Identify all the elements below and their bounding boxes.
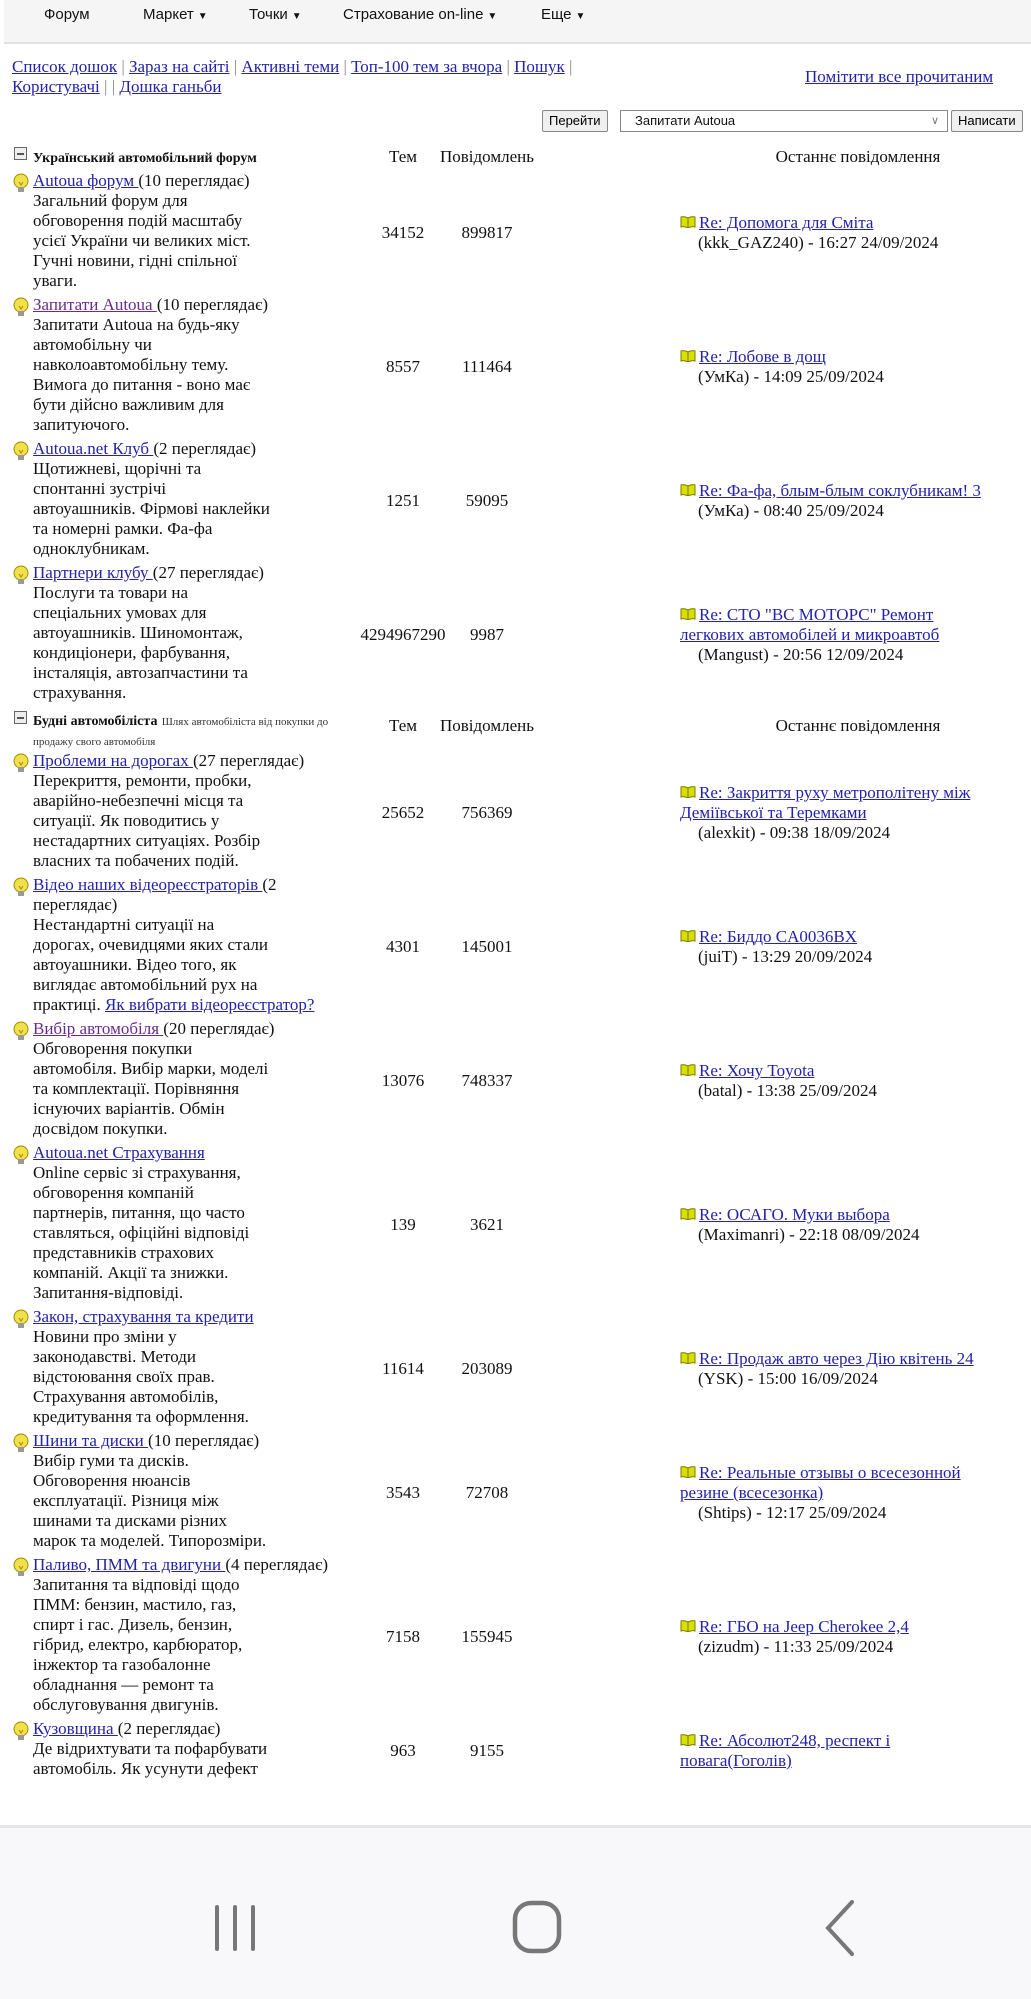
forum-row	[0, 1143, 1031, 1307]
forum-link[interactable]: Паливо, ПММ та двигуни	[33, 1555, 226, 1574]
forum-title-line	[33, 563, 343, 583]
lightbulb-icon	[12, 1557, 30, 1579]
topics-count: 34152	[381, 223, 425, 242]
forum-description	[33, 315, 343, 435]
nav-item-label: Страхование on-line	[343, 6, 484, 23]
forum-title-line	[33, 1307, 343, 1327]
forum-info	[33, 563, 343, 703]
caret-down-icon: ▼	[197, 11, 208, 22]
forum-info	[33, 1719, 343, 1779]
nav-item[interactable]	[541, 6, 585, 23]
book-icon	[680, 605, 696, 617]
posts-count: 3621	[470, 1215, 504, 1234]
forum-row	[0, 1019, 1031, 1143]
chevron-down-icon: ∨	[930, 115, 939, 127]
nav-item-label: Еще	[541, 6, 572, 23]
forum-link[interactable]: Шини та диски	[33, 1431, 149, 1450]
nav-item[interactable]	[249, 6, 302, 23]
lightbulb-icon	[12, 1721, 30, 1743]
board-link[interactable]: Список дошок	[12, 57, 118, 76]
posts-count: 155945	[461, 1627, 513, 1646]
forum-description	[33, 1451, 343, 1551]
description-link[interactable]: Як вибрати відеореєстратор?	[105, 995, 315, 1014]
board-link[interactable]: Активні теми	[241, 57, 340, 76]
recent-apps-icon[interactable]	[210, 1903, 260, 1953]
board-link[interactable]: Зараз на сайті	[129, 57, 230, 76]
board-link[interactable]: Пошук	[514, 57, 565, 76]
last-post	[680, 1731, 890, 1771]
forum-row	[0, 751, 1031, 875]
description-text: Де відрихтувати та пофарбувати автомобіль. Як усунути дефект	[33, 1739, 268, 1778]
last-post-meta: (YSK) - 15:00 16/09/2024	[698, 1369, 878, 1388]
column-header-last-post: Останнє повідомлення	[775, 147, 941, 166]
last-post-link[interactable]: Re: Допомога для Сміта	[699, 213, 874, 232]
forum-link[interactable]: Партнери клубу	[33, 563, 153, 582]
last-post-meta: (Maximanri) - 22:18 08/09/2024	[698, 1225, 920, 1244]
last-post	[680, 605, 939, 665]
mark-all-read-link[interactable]: Помітити все прочитаним	[805, 67, 994, 86]
column-header-posts: Повідомлень	[440, 716, 534, 735]
posts-count: 748337	[461, 1071, 513, 1090]
forum-link[interactable]: Відео наших відеореєстраторів	[33, 875, 263, 894]
go-button[interactable]: Перейти	[542, 110, 608, 132]
forum-info	[33, 751, 343, 871]
collapse-icon[interactable]	[14, 147, 27, 160]
lightbulb-icon	[12, 1145, 30, 1167]
viewers-count: (27 переглядає)	[152, 563, 264, 582]
topics-count: 4294967290	[360, 625, 446, 644]
forum-description	[33, 583, 343, 703]
board-links: Список дошок | Зараз на сайті | Активні теми | Топ-100 тем за вчора | Пошук | Користувачі | | Дошка ганьби	[12, 57, 573, 96]
last-post	[680, 783, 970, 843]
topics-count: 8557	[386, 357, 420, 376]
forum-description	[33, 459, 343, 559]
last-post	[680, 1463, 961, 1523]
forum-row	[0, 295, 1031, 439]
viewers-count: (20 переглядає)	[163, 1019, 275, 1038]
forum-row	[0, 875, 1031, 1019]
forum-link[interactable]: Autoua.net Страхування	[33, 1143, 205, 1162]
last-post	[680, 347, 884, 387]
forum-list	[0, 143, 1031, 1783]
lightbulb-icon	[12, 877, 30, 899]
topics-count: 963	[390, 1741, 416, 1760]
category-header	[0, 707, 1031, 751]
posts-count: 9155	[470, 1741, 504, 1760]
description-text: Вибір гуми та дисків. Обговорення нюансів експлуатації. Різниця між шинами та дисками різних марок та моделей. Типорозміри.	[33, 1451, 267, 1550]
category-title: Будні автомобіліста	[33, 714, 158, 729]
forum-description	[33, 1575, 343, 1715]
forum-description	[33, 1739, 343, 1779]
write-button[interactable]: Написати	[951, 110, 1023, 132]
posts-count: 899817	[461, 223, 513, 242]
last-post-link[interactable]: Re: ОСАГО. Муки выбора	[699, 1205, 890, 1224]
caret-down-icon: ▼	[487, 11, 498, 22]
nav-item[interactable]	[343, 6, 497, 23]
collapse-icon[interactable]	[14, 711, 27, 724]
posts-count: 59095	[465, 491, 509, 510]
forum-info	[33, 1019, 343, 1139]
forum-info	[33, 295, 343, 435]
forum-row	[0, 1307, 1031, 1431]
lightbulb-icon	[12, 297, 30, 319]
board-link[interactable]: Користувачі	[12, 77, 100, 96]
home-icon[interactable]	[512, 1900, 562, 1956]
select-value: Запитати Autoua	[635, 113, 736, 128]
forum-title-line	[33, 439, 343, 459]
last-post-meta: (juiT) - 13:29 20/09/2024	[698, 947, 873, 966]
forum-description	[33, 771, 343, 871]
description-text: Обговорення покупки автомобіля. Вибір марки, моделі та комплектації. Порівняння існуючих варіантів. Обмін досвідом покупки.	[33, 1039, 269, 1138]
last-post-meta: (УмКа) - 14:09 25/09/2024	[698, 367, 884, 386]
forum-info	[33, 1307, 343, 1427]
last-post	[680, 1617, 909, 1657]
book-icon	[680, 1731, 696, 1743]
last-post	[680, 1061, 877, 1101]
description-text: Щотижневі, щорічні та спонтанні зустрічі автоуашників. Фірмові наклейки та номерні рамки. Фа-фа одноклубникам.	[33, 459, 270, 558]
nav-item-label: Точки	[249, 6, 288, 23]
forum-title-line	[33, 751, 343, 771]
last-post-meta: (Mangust) - 20:56 12/09/2024	[698, 645, 904, 664]
forum-info	[33, 1431, 343, 1551]
caret-down-icon: ▼	[575, 11, 586, 22]
last-post	[680, 481, 981, 521]
last-post-link[interactable]: Re: Продаж авто через Дію квітень 24	[699, 1349, 974, 1368]
topics-count: 139	[390, 1215, 416, 1234]
last-post-meta: (zizudm) - 11:33 25/09/2024	[698, 1637, 894, 1656]
description-text: Послуги та товари на спеціальних умовах для автоуашників. Шиномонтаж, кондиціонери, фарбування, інсталяція, автозапчастини та страхування.	[33, 583, 248, 702]
lightbulb-icon	[12, 441, 30, 463]
nav-item-label: Форум	[44, 6, 90, 23]
system-navigation-bar	[0, 1825, 1031, 1999]
forum-link[interactable]: Запитати Autoua	[33, 295, 157, 314]
book-icon	[680, 481, 696, 493]
forum-title-line	[33, 1431, 343, 1451]
forum-link[interactable]: Закон, страхування та кредити	[33, 1307, 254, 1326]
category-header	[0, 143, 1031, 171]
last-post-link[interactable]: Re: Биддо CA0036BX	[699, 927, 857, 946]
forum-title-line	[33, 1019, 343, 1039]
last-post	[680, 1349, 974, 1389]
topics-count: 4301	[386, 937, 420, 956]
viewers-count: (2 переглядає)	[153, 439, 256, 458]
lightbulb-icon	[12, 1309, 30, 1331]
board-link[interactable]: Топ-100 тем за вчора	[351, 57, 503, 76]
forum-row	[0, 439, 1031, 563]
forum-row	[0, 1555, 1031, 1719]
last-post-meta: (alexkit) - 09:38 18/09/2024	[698, 823, 891, 842]
forum-link[interactable]: Вибір автомобіля	[33, 1019, 164, 1038]
nav-item-label: Маркет	[143, 6, 194, 23]
lightbulb-icon	[12, 753, 30, 775]
caret-down-icon: ▼	[291, 11, 302, 22]
last-post-link[interactable]: Re: Абсолют248, респект і повага(Гоголів)	[680, 1731, 891, 1770]
topics-count: 13076	[381, 1071, 425, 1090]
forum-title-line	[33, 1143, 343, 1163]
book-icon	[680, 783, 696, 795]
last-post-link[interactable]: Re: Фа-фа, блым-блым соклубникам! 3	[699, 481, 981, 500]
viewers-count: (10 переглядає)	[138, 171, 250, 190]
forum-title-line	[33, 295, 343, 315]
posts-count: 9987	[470, 625, 504, 644]
last-post-meta: (batal) - 13:38 25/09/2024	[698, 1081, 877, 1100]
category-title-wrap	[33, 711, 363, 751]
description-text: Нестандартні ситуації на дорогах, очевидцями яких стали автоуашники. Відео того, як виглядає автомобільний рух на практиці.	[33, 915, 269, 1014]
last-post-meta: (УмКа) - 08:40 25/09/2024	[698, 501, 884, 520]
forum-description	[33, 915, 343, 1015]
board-link[interactable]: Дошка ганьби	[119, 77, 222, 96]
category-title: Український автомобільний форум	[33, 151, 257, 166]
lightbulb-icon	[12, 173, 30, 195]
column-header-topics: Тем	[388, 147, 418, 166]
last-post-link[interactable]: Re: Реальные отзывы о всесезонной резине (всесезонка)	[680, 1463, 961, 1502]
forum-row	[0, 563, 1031, 707]
book-icon	[680, 1349, 696, 1361]
topics-count: 11614	[382, 1359, 424, 1378]
forum-description	[33, 1039, 343, 1139]
forum-info	[33, 875, 343, 1015]
forum-jump-select[interactable]	[620, 110, 948, 132]
book-icon	[680, 1463, 696, 1475]
viewers-count: (10 переглядає)	[148, 1431, 260, 1450]
back-icon[interactable]	[822, 1898, 858, 1958]
forum-title-line	[33, 875, 343, 915]
posts-count: 72708	[465, 1483, 509, 1502]
posts-count: 145001	[461, 937, 513, 956]
topics-count: 1251	[386, 491, 420, 510]
forum-row	[0, 1431, 1031, 1555]
book-icon	[680, 1061, 696, 1073]
top-nav	[4, 0, 1031, 44]
forum-description	[33, 191, 343, 291]
posts-count: 111464	[462, 357, 512, 376]
forum-link[interactable]: Autoua.net Клуб	[33, 439, 154, 458]
viewers-count: (27 переглядає)	[192, 751, 305, 770]
column-header-posts: Повідомлень	[440, 147, 534, 166]
description-text: Загальний форум для обговорення подій масштабу усієї України чи великих міст. Гучні новини, гідні спільної уваги.	[33, 191, 251, 290]
forum-row	[0, 1719, 1031, 1783]
last-post	[680, 1205, 919, 1245]
book-icon	[680, 1205, 696, 1217]
forum-link[interactable]: Кузовщина	[33, 1719, 118, 1738]
lightbulb-icon	[12, 1433, 30, 1455]
viewers-count: (10 переглядає)	[156, 295, 269, 314]
forum-description	[33, 1327, 343, 1427]
topics-count: 3543	[386, 1483, 420, 1502]
forum-info	[33, 1555, 343, 1715]
category-subtitle: Шлях автомобіліста від покупки до продажу свого автомобіля	[33, 716, 329, 748]
topics-count: 7158	[386, 1627, 420, 1646]
forum-info	[33, 1143, 343, 1303]
viewers-count: (2 переглядає)	[33, 875, 277, 914]
forum-description	[33, 1163, 343, 1303]
viewers-count: (4 переглядає)	[225, 1555, 329, 1574]
book-icon	[680, 1617, 696, 1629]
lightbulb-icon	[12, 1021, 30, 1043]
last-post-meta: (Shtips) - 12:17 25/09/2024	[698, 1503, 887, 1522]
last-post-link[interactable]: Re: Хочу Toyota	[699, 1061, 815, 1080]
column-header-last-post: Останнє повідомлення	[775, 716, 941, 735]
lightbulb-icon	[12, 565, 30, 587]
forum-link[interactable]: Проблеми на дорогах	[33, 751, 193, 770]
posts-count: 756369	[461, 803, 513, 822]
book-icon	[680, 347, 696, 359]
book-icon	[680, 213, 696, 225]
forum-link[interactable]: Autoua форум	[33, 171, 139, 190]
last-post-meta: (kkk_GAZ240) - 16:27 24/09/2024	[698, 233, 939, 252]
posts-count: 203089	[461, 1359, 513, 1378]
description-text: Запитання та відповіді щодо ПММ: бензин, мастило, газ, спирт і гас. Дизель, бензин, гібрид, електро, карбюратор, інжектор та газобалонне обладнання — ремонт та обслуговування двигунів.	[33, 1575, 243, 1714]
book-icon	[680, 927, 696, 939]
category-title-wrap	[33, 147, 363, 169]
last-post-link[interactable]: Re: Закриття руху метрополітену між Деміївської та Теремками	[680, 783, 971, 822]
viewers-count: (2 переглядає)	[117, 1719, 221, 1738]
forum-info	[33, 439, 343, 559]
topics-count: 25652	[381, 803, 425, 822]
column-header-topics: Тем	[388, 716, 418, 735]
last-post-link[interactable]: Re: СТО "ВС МОТОРС" Ремонт легкових автомобілей и микроавтоб	[680, 605, 940, 644]
description-text: Перекриття, ремонти, пробки, аварійно-небезпечні місця та ситуації. Як поводитись у нестадартних ситуаціях. Розбір власних та побачених подій.	[33, 771, 261, 870]
nav-item[interactable]	[44, 6, 90, 23]
last-post-link[interactable]: Re: ГБО на Jeep Cherokee 2,4	[699, 1617, 909, 1636]
last-post-link[interactable]: Re: Лобове в дощ	[699, 347, 826, 366]
description-text: Новини про зміни у законодавстві. Методи відстоювання своїх прав. Страхування автомобілів, кредитування та оформлення.	[33, 1327, 249, 1426]
forum-title-line	[33, 171, 343, 191]
forum-title-line	[33, 1719, 343, 1739]
forum-info	[33, 171, 343, 291]
forum-title-line	[33, 1555, 343, 1575]
description-text: Запитати Autoua на будь-яку автомобільну чи навколоавтомобільну тему. Вимога до питання - воно має бути дійсно важливим для запитуючого.	[33, 315, 251, 434]
forum-row	[0, 171, 1031, 295]
last-post	[680, 213, 938, 253]
description-text: Online сервіс зі страхування, обговорення компаній партнерів, питання, що часто ставляться, офіційні відповіді представників страхових компаній. Акції та знижки. Запитання-відповіді.	[33, 1163, 250, 1302]
last-post	[680, 927, 872, 967]
nav-item[interactable]	[143, 6, 208, 23]
